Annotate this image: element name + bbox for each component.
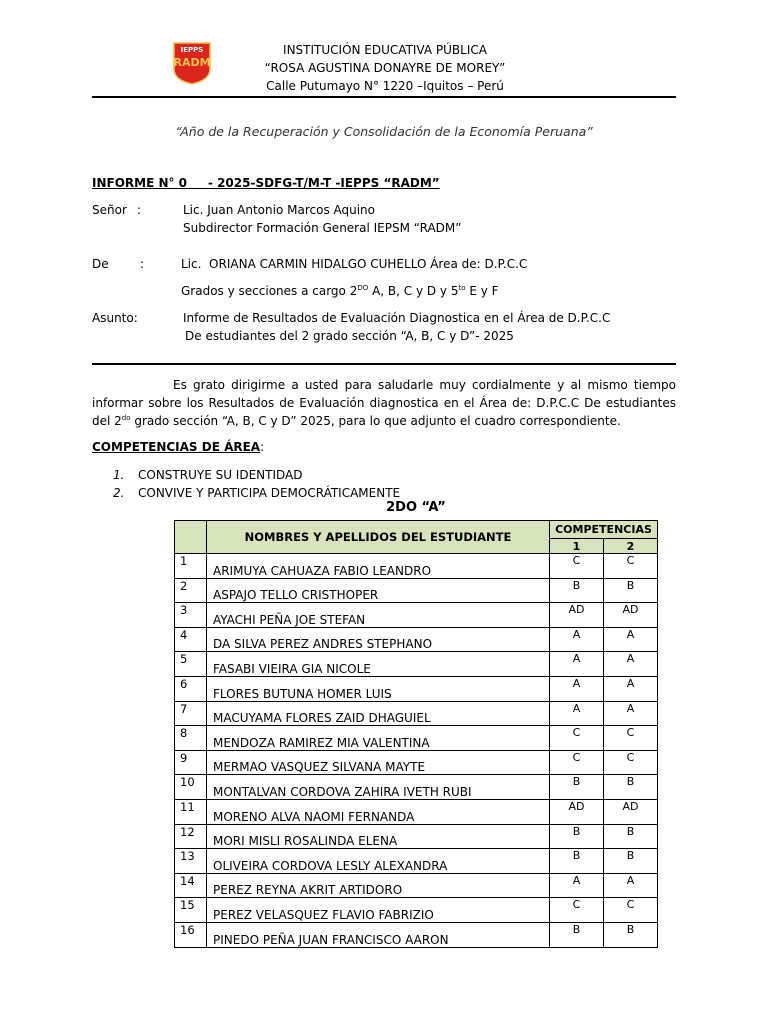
row-number: 2 <box>175 578 207 603</box>
school-logo <box>172 42 212 85</box>
row-number: 8 <box>175 726 207 751</box>
table-row <box>175 726 658 751</box>
row-number: 16 <box>175 922 207 947</box>
competencia-2-grade: C <box>604 898 658 923</box>
competencias-list <box>113 466 400 502</box>
grades-text-a: Grados y secciones a cargo 2 <box>181 284 358 298</box>
student-name: ARIMUYA CAHUAZA FABIO LEANDRO <box>207 554 550 579</box>
student-name: DA SILVA PEREZ ANDRES STEPHANO <box>207 627 550 652</box>
student-name: MONTALVAN CORDOVA ZAHIRA IVETH RUBI <box>207 775 550 800</box>
table-row <box>175 922 658 947</box>
body-paragraph <box>92 376 676 430</box>
competencia-1-grade: AD <box>550 603 604 628</box>
competencia-number: 1. <box>113 468 125 482</box>
logo-text-top: IEPPS <box>180 46 204 54</box>
row-number: 14 <box>175 873 207 898</box>
table-row <box>175 652 658 677</box>
competencia-2-grade: A <box>604 676 658 701</box>
row-number: 13 <box>175 849 207 874</box>
student-name: FASABI VIEIRA GIA NICOLE <box>207 652 550 677</box>
table-row <box>175 799 658 824</box>
to-role: Subdirector Formación General IEPSM “RADM” <box>183 221 462 235</box>
number-header-cell <box>175 521 207 554</box>
competencia-1-grade: B <box>550 922 604 947</box>
student-name: OLIVEIRA CORDOVA LESLY ALEXANDRA <box>207 849 550 874</box>
to-separator: : <box>137 203 142 217</box>
competencia-1-grade: C <box>550 554 604 579</box>
competencia-1-header: 1 <box>550 539 604 554</box>
competencias-colon: : <box>260 440 265 454</box>
report-title: INFORME N° 0 - 2025-SDFG-T/M-T -IEPPS “RADM” <box>92 176 440 190</box>
student-name: PEREZ REYNA AKRIT ARTIDORO <box>207 873 550 898</box>
table-row <box>175 750 658 775</box>
row-number: 6 <box>175 676 207 701</box>
to-label: Señor <box>92 203 127 217</box>
competencia-2-grade: B <box>604 578 658 603</box>
year-motto: “Año de la Recuperación y Consolidación de la Economía Peruana” <box>175 124 593 139</box>
competencia-2-grade: A <box>604 652 658 677</box>
competencia-2-grade: A <box>604 701 658 726</box>
row-number: 5 <box>175 652 207 677</box>
table-row <box>175 824 658 849</box>
competencia-2-grade: B <box>604 922 658 947</box>
competencia-2-header: 2 <box>604 539 658 554</box>
row-number: 9 <box>175 750 207 775</box>
table-row <box>175 578 658 603</box>
grades-text-b: A, B, C y D y 5 <box>368 284 459 298</box>
subject-label: Asunto: <box>92 311 138 325</box>
header-divider <box>92 96 676 98</box>
student-name: PEREZ VELASQUEZ FLAVIO FABRIZIO <box>207 898 550 923</box>
competencia-2-grade: B <box>604 824 658 849</box>
competencia-number: 2. <box>113 486 125 500</box>
student-name: MORENO ALVA NAOMI FERNANDA <box>207 799 550 824</box>
table-row <box>175 554 658 579</box>
competencia-1-grade: C <box>550 898 604 923</box>
competencia-item <box>113 466 400 484</box>
student-name: FLORES BUTUNA HOMER LUIS <box>207 676 550 701</box>
institution-type: INSTITUCIÓN EDUCATIVA PÚBLICA <box>283 43 487 57</box>
table-row <box>175 627 658 652</box>
row-number: 11 <box>175 799 207 824</box>
body-text-1: Es grato dirigirme a usted para saludarle muy cordialmente y al mismo tiempo informar sobre los Resultados de Evaluación diagnostica en el Área de: D.P.C.C De estudiantes del 2 <box>92 378 676 428</box>
row-number: 4 <box>175 627 207 652</box>
competencia-1-grade: A <box>550 873 604 898</box>
row-number: 12 <box>175 824 207 849</box>
logo-text-main: RADM <box>173 56 211 69</box>
grades-sup-1: DO <box>357 284 369 292</box>
row-number: 10 <box>175 775 207 800</box>
from-label: De <box>92 257 109 271</box>
student-name: MERMAO VASQUEZ SILVANA MAYTE <box>207 750 550 775</box>
student-name: AYACHI PEÑA JOE STEFAN <box>207 603 550 628</box>
competencia-1-grade: A <box>550 627 604 652</box>
meta-divider <box>92 363 676 365</box>
table-row <box>175 676 658 701</box>
body-sup: do <box>121 414 131 422</box>
competencia-1-grade: C <box>550 726 604 751</box>
student-name: MORI MISLI ROSALINDA ELENA <box>207 824 550 849</box>
row-number: 7 <box>175 701 207 726</box>
from-separator: : <box>140 257 145 271</box>
competencia-2-grade: AD <box>604 799 658 824</box>
institution-address: Calle Putumayo N° 1220 –Iquitos – Perú <box>266 79 504 93</box>
grades-text-c: E y F <box>465 284 499 298</box>
competencia-1-grade: B <box>550 775 604 800</box>
subject-line-1: Informe de Resultados de Evaluación Diagnostica en el Área de D.P.C.C <box>183 311 611 325</box>
body-text-2: grado sección “A, B, C y D” 2025, para lo que adjunto el cuadro correspondiente. <box>130 414 621 428</box>
student-name: ASPAJO TELLO CRISTHOPER <box>207 578 550 603</box>
student-name: MACUYAMA FLORES ZAID DHAGUIEL <box>207 701 550 726</box>
competencia-2-grade: A <box>604 873 658 898</box>
table-row <box>175 775 658 800</box>
grades-table <box>174 520 658 948</box>
name-header: NOMBRES Y APELLIDOS DEL ESTUDIANTE <box>207 521 550 554</box>
competencia-2-grade: C <box>604 750 658 775</box>
competencia-1-grade: B <box>550 849 604 874</box>
competencias-heading <box>92 440 264 454</box>
row-number: 15 <box>175 898 207 923</box>
competencia-2-grade: C <box>604 554 658 579</box>
competencias-header: COMPETENCIAS <box>550 521 658 539</box>
competencia-text: CONVIVE Y PARTICIPA DEMOCRÁTICAMENTE <box>138 486 401 500</box>
competencia-2-grade: B <box>604 849 658 874</box>
subject-line-2: De estudiantes del 2 grado sección “A, B, C y D”- 2025 <box>185 329 514 343</box>
competencia-2-grade: A <box>604 627 658 652</box>
competencia-1-grade: B <box>550 824 604 849</box>
row-number: 3 <box>175 603 207 628</box>
row-number: 1 <box>175 554 207 579</box>
table-row <box>175 873 658 898</box>
competencia-1-grade: A <box>550 652 604 677</box>
institution-name: “ROSA AGUSTINA DONAYRE DE MOREY” <box>264 61 506 75</box>
student-name: MENDOZA RAMIREZ MIA VALENTINA <box>207 726 550 751</box>
competencias-title: COMPETENCIAS DE ÁREA <box>92 440 261 454</box>
from-name: Lic. ORIANA CARMIN HIDALGO CUHELLO Área de: D.P.C.C <box>181 257 528 271</box>
table-row <box>175 603 658 628</box>
student-name: PINEDO PEÑA JUAN FRANCISCO AARON <box>207 922 550 947</box>
table-title: 2DO “A” <box>386 500 446 515</box>
competencia-1-grade: A <box>550 701 604 726</box>
competencia-1-grade: B <box>550 578 604 603</box>
table-row <box>175 849 658 874</box>
competencia-1-grade: AD <box>550 799 604 824</box>
competencia-2-grade: B <box>604 775 658 800</box>
competencia-text: CONSTRUYE SU IDENTIDAD <box>138 468 303 482</box>
grades-line <box>181 284 499 298</box>
table-row <box>175 701 658 726</box>
to-name: Lic. Juan Antonio Marcos Aquino <box>183 203 376 217</box>
competencia-2-grade: C <box>604 726 658 751</box>
competencia-2-grade: AD <box>604 603 658 628</box>
table-row <box>175 898 658 923</box>
competencia-1-grade: A <box>550 676 604 701</box>
competencia-1-grade: C <box>550 750 604 775</box>
grades-sup-2: to <box>458 284 466 292</box>
